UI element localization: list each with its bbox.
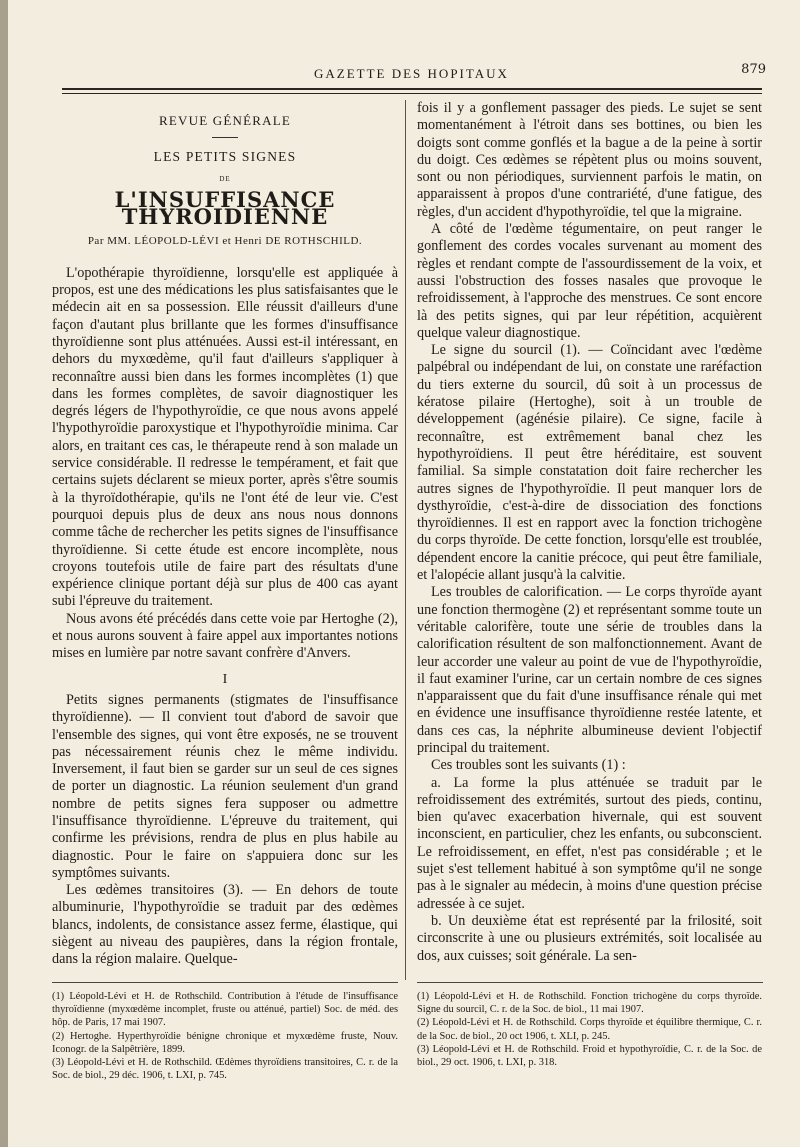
right-column	[417, 100, 762, 965]
left-column	[52, 100, 398, 969]
paragraph: Ces troubles sont les suivants (1) :	[431, 757, 626, 774]
paragraph: fois il y a gonflement passager des pieds. Le sujet se sent momentanément à l'étroit dans ses bottines, ou bien les doigts sont comme gonflés et la bague a de la peine à sortir du doigt. Ces œdèmes se répètent plus ou moins souvent, sont ou non périodiques, surviennent parfois le matin, on apparaissent à propos d'une contrariété, d'une fatigue, des règles, d'un accident d'hypothyroïdie, tel que la migraine.	[417, 100, 762, 220]
page-edge	[0, 0, 8, 1147]
paragraph: a. La forme la plus atténuée se traduit par le refroidissement des extrémités, surtout des pieds, continu, bien qu'avec exacerbation hivernale, qui est souvent inconscient, en particulier, chez les enfants, ou subconscient. Le refroidissement, en effet, n'est pas considérable ; et le sujet s'est tellement habitué à son symptôme qu'il ne songe pas à le signaler au médecin, à moins d'une question précise adressée à ce sujet.	[417, 774, 762, 912]
footnotes-left	[52, 990, 398, 1082]
article-title-line1: LES PETITS SIGNES	[153, 149, 297, 165]
paragraph: A côté de l'œdème tégumentaire, on peut ranger le gonflement des cordes vocales survenant au moment des règles et rendant compte de l'assourdissement de la voix, et aussi l'obstruction des fosses nasales que provoque le refroidissement, à l'approche des menstrues. Ce sont encore là des petits signes, qui par leur répétition, acquièrent quelque valeur diagnostique.	[417, 221, 762, 341]
footnote: (2) Hertoghe. Hyperthyroïdie bénigne chronique et myxœdème fruste, Nouv. Iconogr. de la Salpêtrière, 1899.	[52, 1030, 398, 1055]
header-rule-thick	[62, 88, 762, 90]
page-number: 879	[741, 62, 766, 77]
footnote: (1) Léopold-Lévi et H. de Rothschild. Fonction trichogène du corps thyroïde. Signe du sourcil, C. r. de la Soc. de biol., 11 mai 1907.	[417, 991, 762, 1016]
paragraph: Les troubles de calorification. — Le corps thyroïde ayant une fonction thermogène (2) et représentant somme toute un véritable calorifère, toute une série de troubles dans la calorification résultent de son malfonctionnement. Avant de leur accorder une valeur au point de vue de l'hypothyroïdie, il faut examiner l'urine, car un certain nombre de ces signes n'apparaissent que du fait d'une insuffisance rénale qui met en évidence une insuffisance thyroïdienne restée latente, et dans ces cas, la néphrite albumineuse devient l'objectif principal du traitement.	[417, 584, 762, 756]
section-number: I	[222, 671, 228, 687]
paragraph: Petits signes permanents (stigmates de l'insuffisance thyroïdienne). — Il convient tout d'abord de savoir que l'ensemble des signes, qui vont être exposés, ne se trouvent pas nécessairement réunis chez le même individu. Inversement, il faut bien se garder sur un seul de ces signes de porter un diagnostic. La réunion seulement d'un grand nombre de petits signes fera supposer ou admettre l'insuffisance thyroïdienne. L'épreuve du traitement, qui confirme les prévisions, rendra de plus en plus habile au diagnostic. Pour le faire on s'appuiera donc sur les symptômes suivants.	[52, 691, 398, 881]
footnote: (1) Léopold-Lévi et H. de Rothschild. Contribution à l'étude de l'insuffisance thyroïdienne (myxœdème incomplet, fruste ou atténué, partiel) Soc. de méd. des hôp. de Paris, 17 mai 1907.	[52, 991, 398, 1029]
header-rule-thin	[62, 93, 762, 94]
paragraph: Le signe du sourcil (1). — Coïncidant avec l'œdème palpébral ou indépendant de lui, on constate une raréfaction du tiers externe du sourcil, dû soit à un processus de kératose pilaire (Hertoghe), soit à un trouble de développement (agénésie pilaire). Ce signe, facile à reconnaître, est extrêmement banal chez les hypothyroïdiens. Il peut être héréditaire, est souvent familial. Sa simple constatation doit faire rechercher les autres signes de l'hypothyroïdie. Il peut manquer lors de dysthyroïdie, c'est-à-dire de dissociation des fonctions thyroïdiennes. Il est en rapport avec la fonction trichogène du corps thyroïde. De cette fonction, lorsqu'elle est troublée, dépendent encore la canitie précoce, qui peut être familiale, et l'alopécie allant jusqu'à la calvitie.	[417, 342, 762, 584]
article-main-title: L'INSUFFISANCE THYROIDIENNE	[114, 186, 336, 230]
footnote: (2) Léopold-Lévi et H. de Rothschild. Corps thyroïde et équilibre thermique, C. r. de la Soc. de biol., 20 oct 1906, t. XLI, p. 245.	[417, 1017, 762, 1042]
rubric-title: REVUE GÉNÉRALE	[159, 113, 291, 128]
footnote: (3) Léopold-Lévi et H. de Rothschild. Froid et hypothyroïdie, C. r. de la Soc. de biol., 29 oct. 1906, t. LXI, p. 318.	[417, 1043, 762, 1069]
footnote: (3) Léopold-Lévi et H. de Rothschild. Œdèmes thyroïdiens transitoires, C. r. de la Soc. de biol., 29 déc. 1906, t. LXI, p. 745.	[52, 1057, 398, 1082]
journal-title: GAZETTE DES HOPITAUX	[314, 66, 509, 81]
paragraph: b. Un deuxième état est représenté par la frilosité, soit circonscrite à une ou plusieurs extrémités, soit localisée au dos, aux cuisses; soit générale. La sen-	[417, 912, 762, 964]
title-rule	[212, 137, 238, 138]
page-header	[56, 62, 768, 84]
paragraph: Nous avons été précédés dans cette voie par Hertoghe (2), et nous aurons souvent à faire appel aux importantes notions mises en lumière par notre savant confrère d'Anvers.	[52, 610, 398, 662]
footnote-rule-left	[52, 982, 398, 983]
column-separator	[405, 100, 406, 980]
article-title-de: DE	[219, 174, 231, 183]
paragraph: L'opothérapie thyroïdienne, lorsqu'elle est appliquée à propos, est une des médications les plus satisfaisantes que le médecin ait en sa possession. Elle réussit d'ailleurs d'une façon d'autant plus brillante que les formes d'insuffisance thyroïdienne sont plus atténuées. Aussi est-il intéressant, en dehors du myxœdème, qu'il faut d'ailleurs s'appliquer à reconnaître aussi bien dans les formes incomplètes (1) que dans les formes complètes, de savoir diagnostiquer les degrés légers de l'hypothyroïdie, ce que nous avons appelé l'hypothyroïdie paroxystique et l'hypothyroïdie minima. Car alors, en traitant ces cas, le thérapeute rend à son malade un service considérable. Il redresse le tempérament, et fait que certains sujets déclarent se mieux porter, après s'être soumis à la thyroïdothérapie, qu'ils ne l'ont été de leur vie. C'est pourquoi depuis plus de deux ans nous nous donnons comme tâche de rechercher les petits signes de l'insuffisance thyroïdienne. Si cette étude est encore incomplète, nous croyons toutefois utile de faire part des résultats d'une expérience clinique portant déjà sur plus de 400 cas ayant subi l'épreuve du traitement.	[52, 264, 398, 610]
footnotes-right	[417, 990, 762, 1069]
paragraph: Les œdèmes transitoires (3). — En dehors de toute albuminurie, l'hypothyroïdie se traduit par des œdèmes blancs, indolents, de consistance assez ferme, élastique, qui siègent au niveau des paupières, dans la région frontale, dans la région malaire. Quelque-	[52, 882, 398, 968]
footnote-rule-right	[417, 982, 763, 983]
article-authors: Par MM. LÉOPOLD-LÉVI et Henri DE ROTHSCHILD.	[87, 235, 363, 248]
